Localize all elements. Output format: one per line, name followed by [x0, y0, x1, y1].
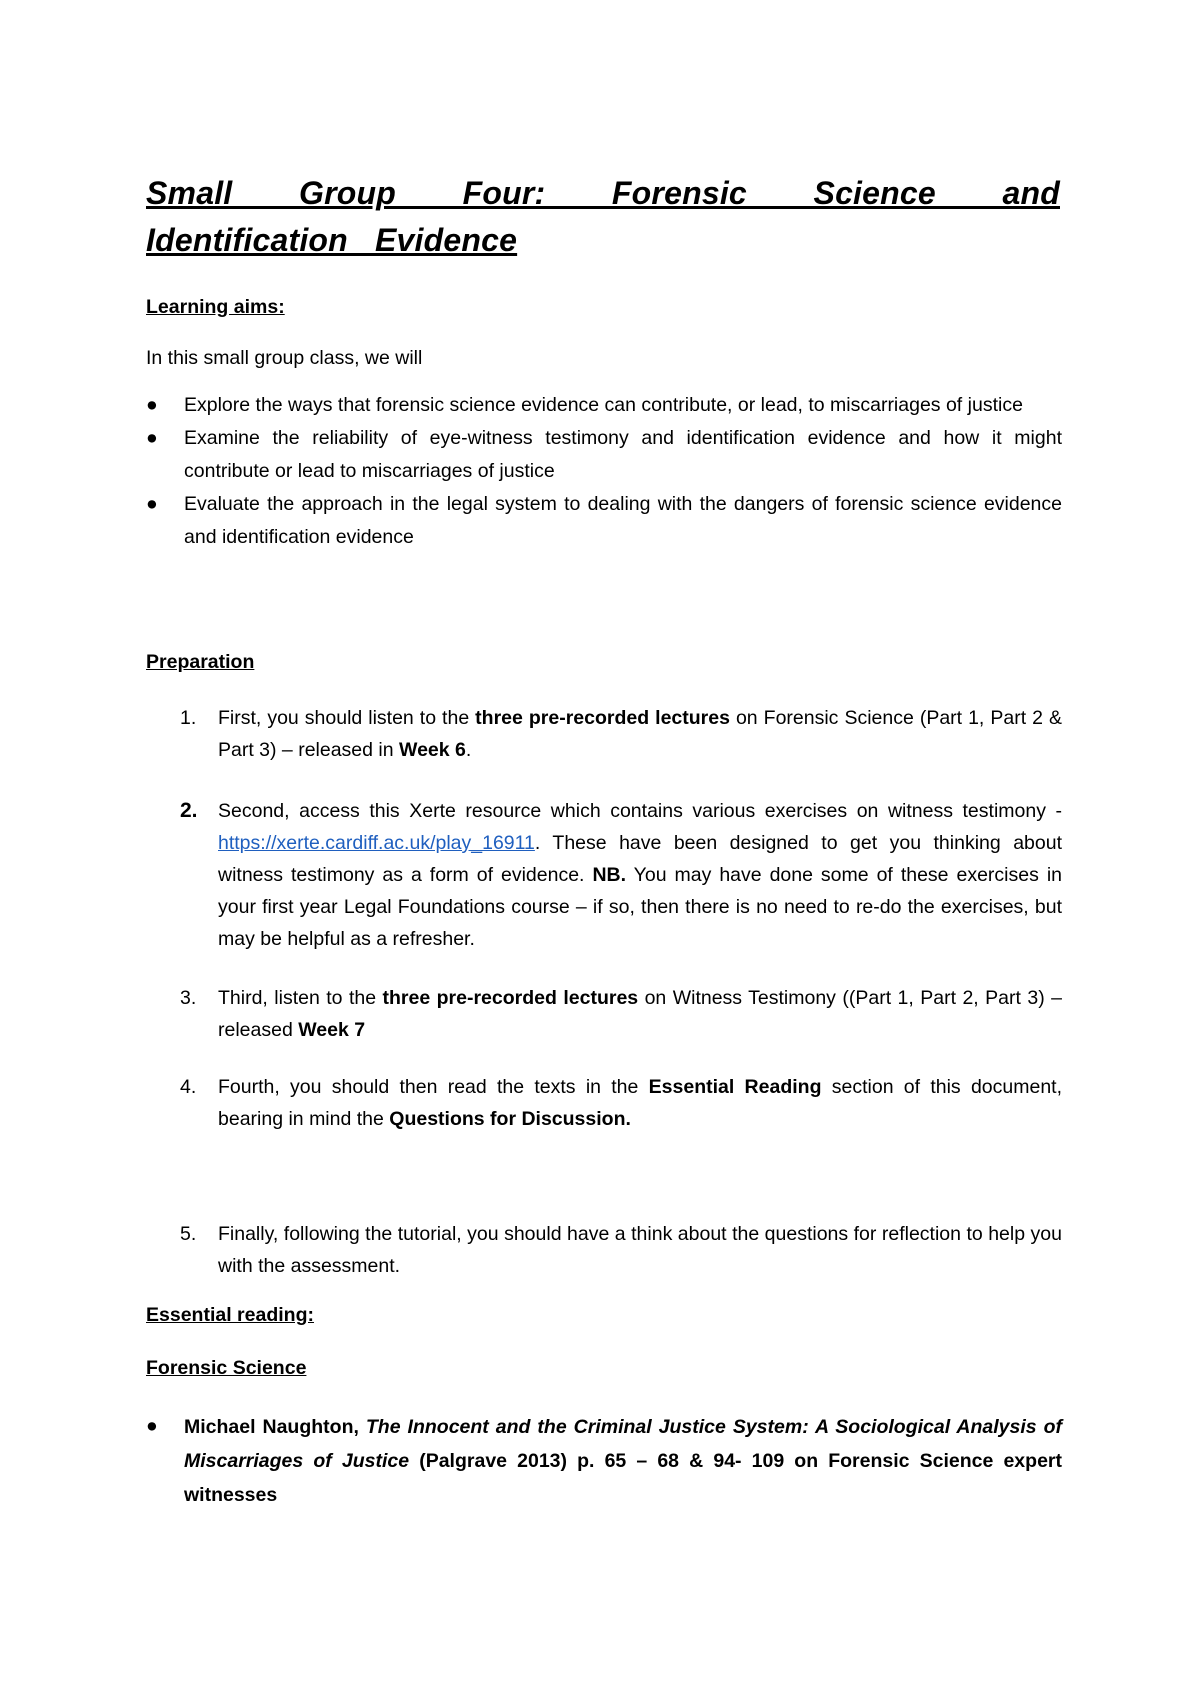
preparation-item-1: 1. First, you should listen to the three pre-recorded lectures on Forensic Science (Part 1, Part 2 & Part 3) – released in Week 6.: [180, 702, 1062, 766]
preparation-list-3: [180, 982, 1062, 1046]
document-title: Small Group Four: Forensic Science and Identification Evidence: [146, 175, 1060, 258]
preparation-item-3: 3. Third, listen to the three pre-recorded lectures on Witness Testimony ((Part 1, Part 2, Part 3) – released Week 7: [180, 982, 1062, 1046]
learning-aims-heading: Learning aims:: [146, 296, 285, 318]
essential-reading-list: [146, 1410, 1062, 1512]
learning-aim-item: ● Explore the ways that forensic science evidence can contribute, or lead, to miscarriages of justice: [146, 389, 1062, 422]
bullet-icon: ●: [146, 493, 158, 515]
item-number: 1.: [180, 707, 197, 729]
preparation-item-5: 5. Finally, following the tutorial, you should have a think about the questions for reflection to help you with the assessment.: [180, 1218, 1062, 1282]
preparation-list-5: [180, 1218, 1062, 1282]
item-number: 4.: [180, 1076, 197, 1098]
preparation-item-2: 2. Second, access this Xerte resource which contains various exercises on witness testimony - https://xerte.cardiff.ac.uk/play_16911. These have been designed to get you thinking about witness testimony as a form of evidence. NB. You may have done some of these exercises in your first year Legal Foundations course – if so, then there is no need to re-do the exercises, but may be helpful as a refresher.: [180, 795, 1062, 955]
item-number: 5.: [180, 1223, 197, 1245]
learning-aims-intro: In this small group class, we will: [146, 347, 423, 369]
bullet-icon: ●: [146, 1415, 158, 1437]
preparation-list-4: [180, 1071, 1062, 1135]
learning-aims-list: [146, 389, 1062, 554]
reading-item: ● Michael Naughton, The Innocent and the Criminal Justice System: A Sociological Analysis of Miscarriages of Justice (Palgrave 2013) p. 65 – 68 & 94- 109 on Forensic Science expert witnesses: [146, 1410, 1062, 1512]
learning-aim-item: ● Examine the reliability of eye-witness testimony and identification evidence and how it might contribute or lead to miscarriages of justice: [146, 422, 1062, 488]
item-number: 3.: [180, 987, 197, 1009]
bullet-icon: ●: [146, 394, 158, 416]
xerte-resource-link[interactable]: https://xerte.cardiff.ac.uk/play_16911: [218, 832, 535, 854]
item-number: 2.: [180, 799, 198, 822]
preparation-list: [180, 702, 1062, 766]
preparation-list-2: [180, 795, 1062, 955]
bullet-icon: ●: [146, 427, 158, 449]
preparation-item-4: 4. Fourth, you should then read the texts in the Essential Reading section of this document, bearing in mind the Questions for Discussion.: [180, 1071, 1062, 1135]
learning-aim-item: ● Evaluate the approach in the legal system to dealing with the dangers of forensic science evidence and identification evidence: [146, 488, 1062, 554]
essential-reading-heading: Essential reading:: [146, 1304, 314, 1326]
forensic-science-subheading: Forensic Science: [146, 1357, 307, 1379]
preparation-heading: Preparation: [146, 651, 255, 673]
